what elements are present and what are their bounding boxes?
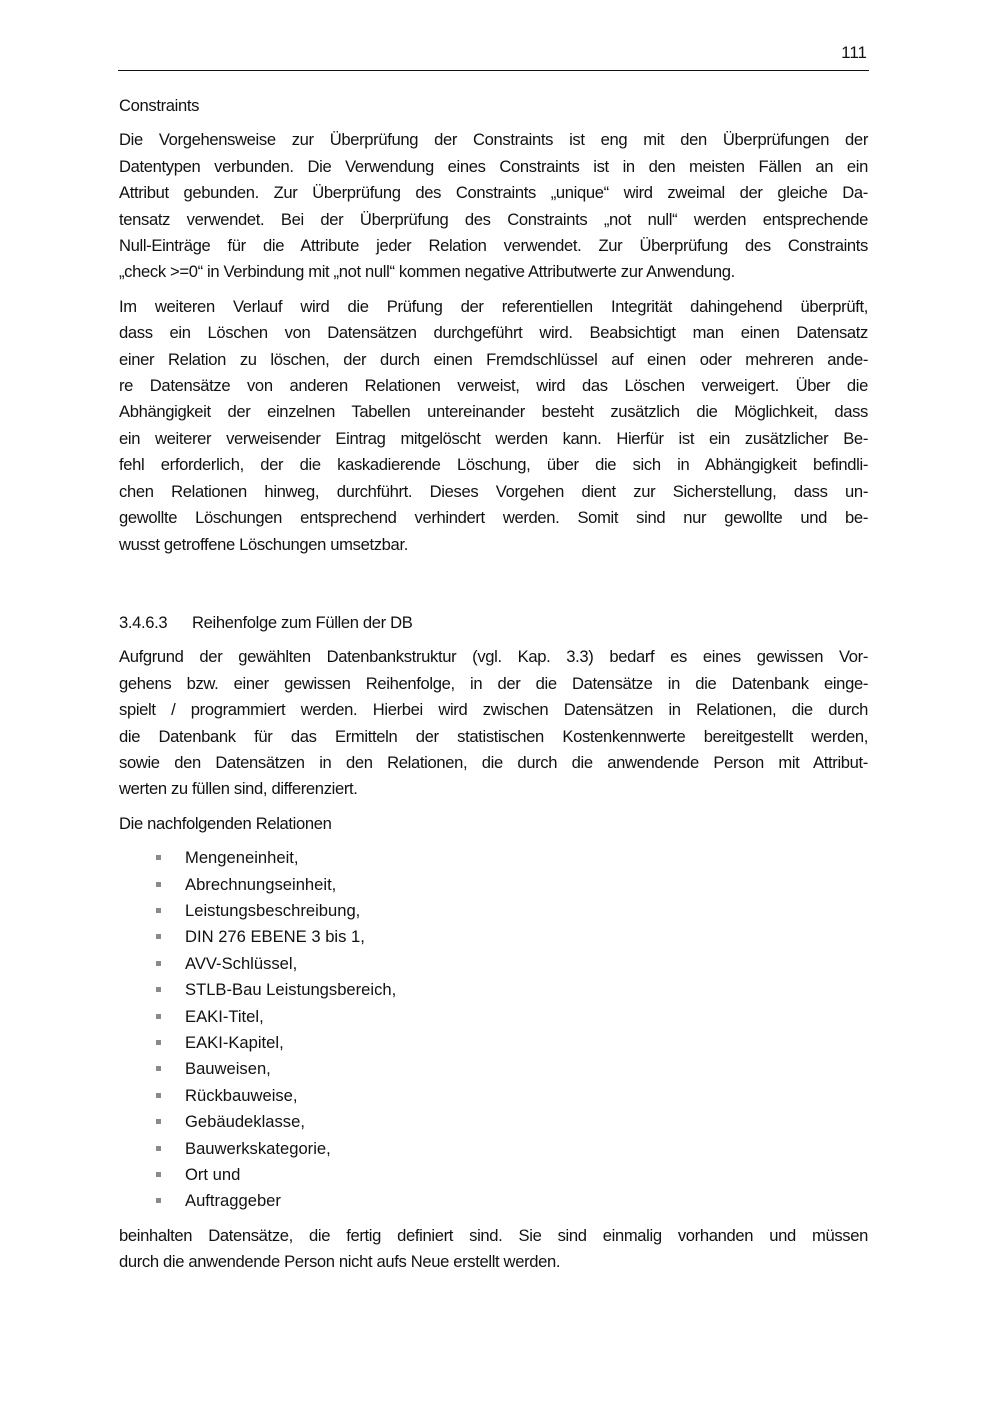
list-item-label: Leistungsbeschreibung,: [185, 900, 361, 920]
text-line: gewollte Löschungen entsprechend verhindert werden. Somit sind nur gewollte und be-: [119, 508, 868, 528]
text-line: werten zu füllen sind, differenziert.: [119, 779, 358, 799]
square-bullet-icon: [156, 1172, 161, 1177]
text-line: re Datensätze von anderen Relationen verweist, wird das Löschen verweigert. Über die: [119, 376, 868, 396]
list-item: [119, 1162, 868, 1188]
list-item-label: DIN 276 EBENE 3 bis 1,: [185, 927, 365, 947]
list-item-label: Abrechnungseinheit,: [185, 874, 337, 894]
square-bullet-icon: [156, 961, 161, 966]
list-item: [119, 1109, 868, 1135]
square-bullet-icon: [156, 1093, 161, 1098]
list-item: [119, 872, 868, 898]
list-item-label: EAKI-Titel,: [185, 1006, 264, 1026]
list-item: [119, 924, 868, 950]
section-title: Reihenfolge zum Füllen der DB: [192, 612, 413, 632]
header-rule: [118, 70, 869, 71]
square-bullet-icon: [156, 987, 161, 992]
paragraph-db-structure: [119, 644, 868, 802]
list-item-label: STLB-Bau Leistungsbereich,: [185, 980, 397, 1000]
text-line: Aufgrund der gewählten Datenbankstruktur (vgl. Kap. 3.3) bedarf es eines gewissen Vor-: [119, 647, 868, 667]
page-number: 111: [841, 43, 867, 62]
text-line: Null-Einträge für die Attribute jeder Relation verwendet. Zur Überprüfung des Constraints: [119, 236, 868, 256]
paragraph-constraints-intro: [119, 127, 868, 285]
section-number: 3.4.6.3: [119, 612, 168, 632]
list-item-label: Auftraggeber: [185, 1191, 281, 1211]
list-item-label: Mengeneinheit,: [185, 848, 299, 868]
paragraph-closing: [119, 1223, 868, 1276]
list-item-label: Rückbauweise,: [185, 1085, 298, 1105]
list-item: [119, 845, 868, 871]
list-item-label: Bauweisen,: [185, 1059, 271, 1079]
text-line: „check >=0“ in Verbindung mit „not null“ kommen negative Attributwerte zur Anwendung.: [119, 262, 735, 282]
square-bullet-icon: [156, 1066, 161, 1071]
text-line: Attribut gebunden. Zur Überprüfung des Constraints „unique“ wird zweimal der gleiche Da-: [119, 183, 868, 203]
text-line: sowie den Datensätzen in den Relationen, die durch die anwendende Person mit Attribut-: [119, 752, 868, 772]
list-item-label: AVV-Schlüssel,: [185, 953, 298, 973]
square-bullet-icon: [156, 882, 161, 887]
text-line: beinhalten Datensätze, die fertig definiert sind. Sie sind einmalig vorhanden und müssen: [119, 1225, 868, 1245]
list-item-label: Bauwerkskategorie,: [185, 1138, 331, 1158]
text-line: Abhängigkeit der einzelnen Tabellen untereinander besteht zusätzlich die Möglichkeit, dass: [119, 402, 868, 422]
text-line: ein weiterer verweisender Eintrag mitgelöscht werden kann. Hierfür ist ein zusätzlicher Be-: [119, 428, 868, 448]
text-line: chen Relationen hinweg, durchführt. Dieses Vorgehen dient zur Sicherstellung, dass un-: [119, 481, 868, 501]
subheading-constraints: Constraints: [119, 96, 200, 115]
text-line: tensatz verwendet. Bei der Überprüfung des Constraints „not null“ werden entsprechende: [119, 209, 868, 229]
text-line: Im weiteren Verlauf wird die Prüfung der referentiellen Integrität dahingehend überprüft,: [119, 296, 868, 316]
list-item: [119, 977, 868, 1003]
list-item-label: Ort und: [185, 1165, 241, 1185]
text-line: fehl erforderlich, der die kaskadierende Löschung, über die sich in Abhängigkeit befindli-: [119, 455, 868, 475]
list-item-label: Gebäudeklasse,: [185, 1112, 305, 1132]
list-item: [119, 1030, 868, 1056]
list-item: [119, 1056, 868, 1082]
list-item: [119, 951, 868, 977]
square-bullet-icon: [156, 1198, 161, 1203]
section-heading: [119, 610, 868, 636]
list-item: [119, 1188, 868, 1214]
relations-list: [119, 845, 868, 1215]
square-bullet-icon: [156, 1119, 161, 1124]
text-line: durch die anwendende Person nicht aufs Neue erstellt werden.: [119, 1252, 561, 1272]
square-bullet-icon: [156, 1040, 161, 1045]
text-line: dass ein Löschen von Datensätzen durchgeführt wird. Beabsichtigt man einen Datensatz: [119, 323, 868, 343]
square-bullet-icon: [156, 1014, 161, 1019]
square-bullet-icon: [156, 908, 161, 913]
list-item: [119, 1136, 868, 1162]
text-line: Die Vorgehensweise zur Überprüfung der Constraints ist eng mit den Überprüfungen der: [119, 130, 868, 150]
list-intro: Die nachfolgenden Relationen: [119, 813, 332, 833]
list-item: [119, 898, 868, 924]
text-line: einer Relation zu löschen, der durch einen Fremdschlüssel auf einen oder mehreren ande-: [119, 349, 868, 369]
text-line: Datentypen verbunden. Die Verwendung eines Constraints ist in den meisten Fällen an ein: [119, 156, 868, 176]
text-line: spielt / programmiert werden. Hierbei wird zwischen Datensätzen in Relationen, die durch: [119, 700, 868, 720]
list-item: [119, 1083, 868, 1109]
square-bullet-icon: [156, 855, 161, 860]
text-line: wusst getroffene Löschungen umsetzbar.: [119, 534, 408, 554]
text-line: die Datenbank für das Ermitteln der statistischen Kostenkennwerte bereitgestellt werden,: [119, 726, 868, 746]
list-item: [119, 1004, 868, 1030]
paragraph-referential-integrity: [119, 294, 868, 558]
list-item-label: EAKI-Kapitel,: [185, 1033, 284, 1052]
text-line: gehens bzw. einer gewissen Reihenfolge, in der die Datensätze in die Datenbank einge-: [119, 673, 868, 693]
square-bullet-icon: [156, 1146, 161, 1151]
page-body: [119, 93, 868, 1284]
square-bullet-icon: [156, 934, 161, 939]
